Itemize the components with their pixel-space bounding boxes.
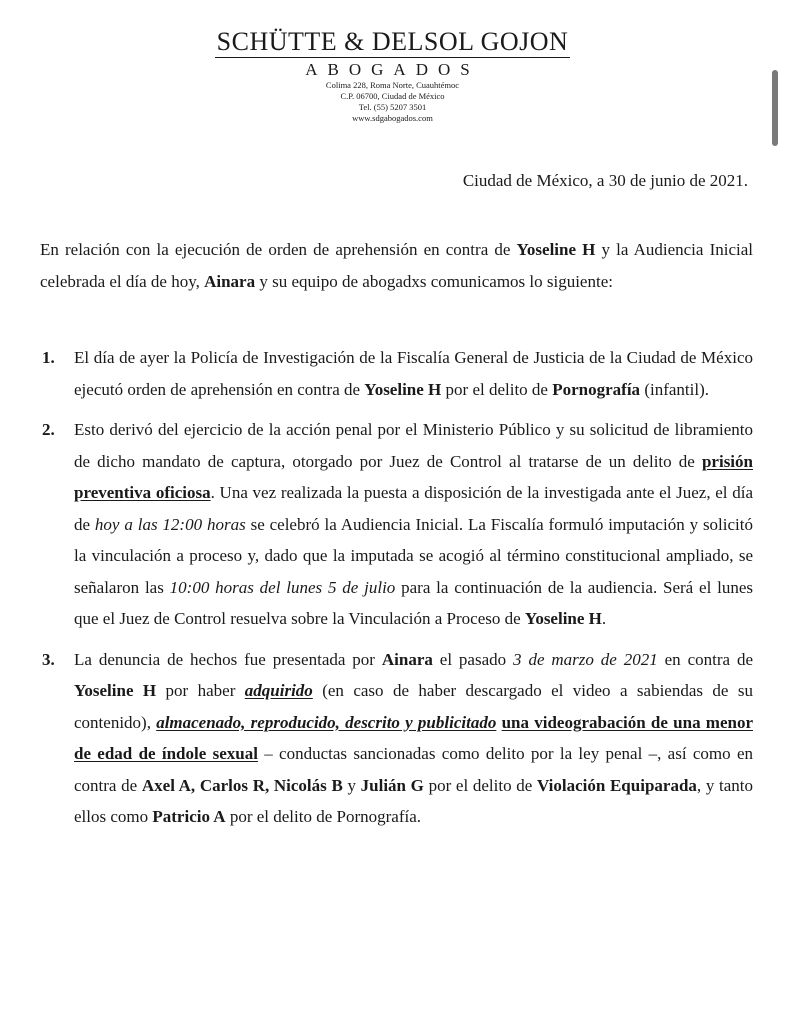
item-italic-text: 10:00 horas del lunes 5 de julio (169, 577, 396, 597)
item-bold-text: Pornografía (552, 379, 641, 399)
item-text: Esto derivó del ejercicio de la acción penal por el Ministerio Público y su solicitud de libramiento de dicho mandato de captura, otorgado por Juez de Control al tratarse de un delito de (74, 420, 753, 471)
item-bold-text: Yoseline H (524, 609, 602, 628)
item-text: . Una vez realizada la puesta a disposición de la investigada ante el Juez, el día de (74, 483, 753, 534)
list-item (40, 414, 753, 635)
firm-address-line-2: C.P. 06700, Ciudad de México (340, 91, 445, 101)
item-text: en contra de (657, 649, 753, 669)
intro-text: y la Audiencia Inicial celebrada el día de hoy, (40, 240, 753, 291)
document-date: Ciudad de México, a 30 de junio de 2021. (462, 171, 748, 190)
numbered-list (40, 342, 753, 842)
item-bold-text: Patricio A (152, 807, 226, 826)
item-bold-underline-text: una videograbación de una menor de edad de índole sexual (74, 712, 754, 763)
intro-text: y su equipo de abogadxs comunicamos lo siguiente: (255, 271, 613, 291)
firm-website: www.sdgabogados.com (352, 113, 433, 123)
list-item (40, 342, 753, 405)
item-bold-underline-text: prisión preventiva oficiosa (74, 451, 753, 502)
item-text: y (342, 775, 361, 795)
item-bold-text: Violación Equiparada (536, 775, 697, 795)
item-text: por haber (156, 681, 245, 700)
item-text: se celebró la Audiencia Inicial. La Fiscalía formuló imputación y solicitó la vinculación a proceso y, dado que la imputada se acogió al término constitucional ampliado, se señalaron las (74, 514, 753, 597)
firm-name: SCHÜTTE & DELSOL GOJON (216, 27, 569, 56)
item-text: , y tanto ellos como (74, 775, 753, 826)
item-bold-text: Julián G (360, 775, 424, 795)
item-text: para la continuación de la audiencia. Será el lunes que el Juez de Control resuelva sobre la Vinculación a Proceso de (74, 577, 753, 628)
intro-paragraph (40, 234, 753, 297)
item-bold-text: Yoseline H (364, 379, 442, 399)
firm-address-line-1: Colima 228, Roma Norte, Cuauhtémoc (325, 80, 460, 90)
intro-name-bold: Yoseline H (516, 240, 596, 259)
item-bold-text: Axel A, Carlos R, Nicolás B (141, 775, 343, 795)
item-bold-text: Ainara (381, 649, 433, 669)
item-text: El día de ayer la Policía de Investigación de la Fiscalía General de Justicia de la Ciudad de México ejecutó orden de aprehensión en contra de (74, 348, 753, 399)
item-bold-italic-underline-text: adquirido (244, 681, 313, 700)
item-text: (en caso de haber descargado el video a sabiendas de su contenido), (74, 681, 753, 732)
list-item-number: 3. (42, 649, 55, 669)
item-text: La denuncia de hechos fue presentada por (74, 649, 382, 669)
list-item-number: 1. (42, 348, 55, 367)
item-text: – conductas sancionadas como delito por la ley penal –, así como en contra de (74, 744, 753, 795)
item-text: por el delito de (423, 775, 537, 795)
firm-phone: Tel. (55) 5207 3501 (358, 102, 427, 112)
intro-text: En relación con la ejecución de orden de aprehensión en contra de (40, 240, 517, 259)
firm-subtitle: ABOGADOS (305, 60, 480, 79)
item-italic-text: 3 de marzo de 2021 (513, 649, 658, 669)
item-bold-italic-underline-text: almacenado, reproducido, descrito y publicitado (156, 712, 497, 732)
item-text: el pasado (432, 649, 514, 669)
item-bold-text: Yoseline H (74, 681, 157, 700)
item-italic-text: hoy a las 12:00 horas (94, 514, 246, 534)
list-item-number: 2. (42, 420, 55, 439)
letterhead (0, 28, 785, 124)
item-text: (infantil). (640, 379, 709, 399)
item-text: . (601, 609, 607, 628)
list-item (40, 644, 753, 833)
item-text: por el delito de (441, 379, 553, 399)
item-text: por el delito de Pornografía. (225, 807, 422, 826)
intro-name-bold: Ainara (204, 271, 256, 291)
